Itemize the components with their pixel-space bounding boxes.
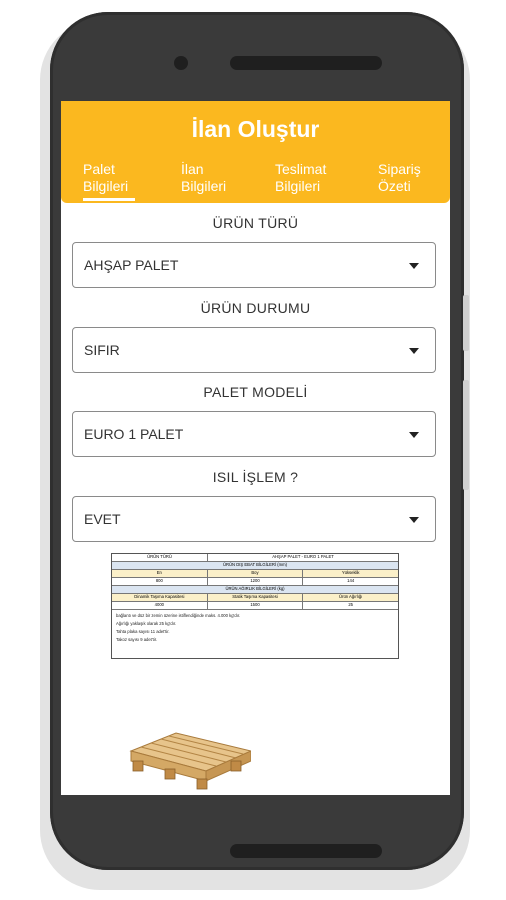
table-cell: ÜRÜN DIŞ EBAT BİLGİLERİ (mm) — [222, 562, 288, 567]
app-header — [61, 101, 450, 203]
tab-label-line1: İlan — [181, 161, 204, 177]
isil-islem-dropdown[interactable] — [72, 496, 436, 542]
side-button-upper — [463, 295, 469, 351]
table-cell: 1500 — [208, 602, 304, 609]
product-notes — [112, 610, 398, 658]
table-cell: 144 — [347, 578, 355, 583]
tab-label-line1: Palet — [83, 161, 115, 177]
dropdown-arrow-icon — [409, 348, 419, 354]
tab-label-line2: Özeti — [378, 178, 411, 194]
tab-teslimat-bilgileri[interactable] — [275, 161, 326, 195]
note-line: Ağırlığı yaklaşık olarak 25 kg'dır. — [116, 621, 177, 626]
table-row — [112, 554, 398, 562]
front-camera — [174, 56, 188, 70]
urun-turu-label: ÜRÜN TÜRÜ — [212, 215, 299, 231]
table-section-header — [112, 562, 398, 570]
note-line: Tahta plaka sayısı 11 adet'tir. — [116, 629, 170, 634]
tab-label-line2: Bilgileri — [181, 178, 227, 194]
tab-palet-bilgileri[interactable] — [83, 161, 128, 195]
table-cell: Yükseklik — [341, 570, 360, 575]
table-cell: Statik Taşıma Kapasitesi — [208, 594, 304, 601]
table-cell: En — [112, 570, 208, 577]
table-row — [112, 594, 398, 602]
side-button-lower — [463, 380, 469, 490]
table-cell: Ürün Ağırlığı — [339, 594, 363, 599]
urun-turu-value: AHŞAP PALET — [84, 257, 179, 273]
urun-durumu-dropdown[interactable] — [72, 327, 436, 373]
tab-ilan-bilgileri[interactable] — [181, 161, 226, 195]
dropdown-arrow-icon — [409, 432, 419, 438]
table-row — [112, 602, 398, 610]
urun-durumu-label: ÜRÜN DURUMU — [200, 300, 311, 316]
bottom-speaker — [230, 844, 382, 858]
table-cell: 1200 — [208, 578, 304, 585]
top-speaker — [230, 56, 382, 70]
palet-modeli-label: PALET MODELİ — [203, 384, 308, 400]
table-cell: 4000 — [112, 602, 208, 609]
tab-label-line2: Bilgileri — [83, 178, 129, 194]
tab-label-line2: Bilgileri — [275, 178, 321, 194]
table-row — [112, 578, 398, 586]
active-tab-indicator — [83, 198, 135, 201]
table-cell: Boy — [208, 570, 304, 577]
dropdown-arrow-icon — [409, 517, 419, 523]
dropdown-arrow-icon — [409, 263, 419, 269]
tab-siparis-ozeti[interactable] — [378, 161, 421, 195]
palet-modeli-value: EURO 1 PALET — [84, 426, 184, 442]
urun-turu-dropdown[interactable] — [72, 242, 436, 288]
table-section-header — [112, 586, 398, 594]
app-screen — [61, 101, 450, 795]
note-line: bağlantı ve düz bir zemin üzerine istiflendiğinde maks. 4.000 kg'dır. — [116, 613, 241, 618]
table-cell: 800 — [112, 578, 208, 585]
tab-label-line1: Teslimat — [275, 161, 327, 177]
table-row — [112, 570, 398, 578]
wooden-pallet-image — [121, 711, 251, 791]
table-cell: ÜRÜN TÜRÜ — [112, 554, 208, 561]
product-info-table — [111, 553, 399, 659]
palet-modeli-dropdown[interactable] — [72, 411, 436, 457]
table-cell: Dinamik Taşıma Kapasitesi — [112, 594, 208, 601]
page-title: İlan Oluştur — [191, 116, 320, 142]
urun-durumu-value: SIFIR — [84, 342, 120, 358]
note-line: Takoz sayısı 9 adet'tir. — [116, 637, 158, 642]
table-cell: 25 — [348, 602, 354, 607]
table-cell: ÜRÜN AĞIRLIK BİLGİLERİ (kg) — [225, 586, 285, 591]
isil-islem-value: EVET — [84, 511, 121, 527]
isil-islem-label: ISIL İŞLEM ? — [212, 469, 299, 485]
table-cell: AHŞAP PALET - EURO 1 PALET — [272, 554, 334, 559]
tab-label-line1: Sipariş — [378, 161, 421, 177]
